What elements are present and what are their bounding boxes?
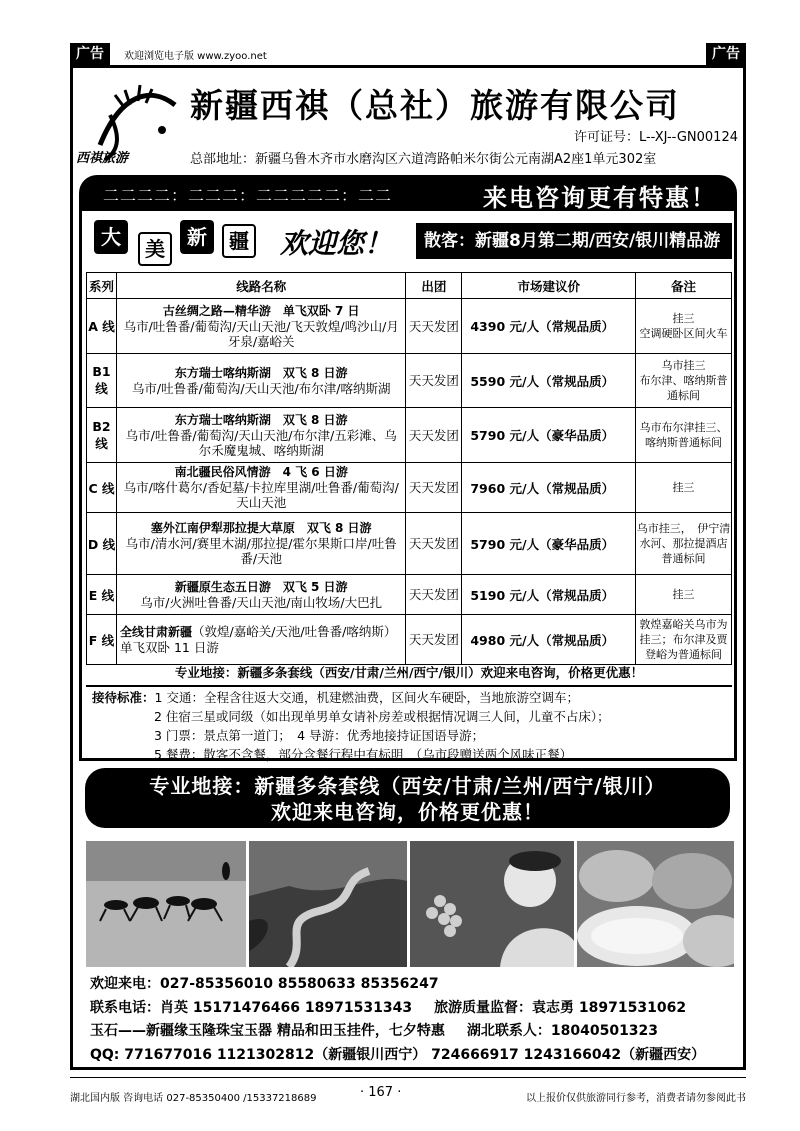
bottom-banner-line1: 专业地接：新疆多条套线（西安/甘肃/兰州/西宁/银川） <box>149 774 666 798</box>
photo-strip <box>86 841 734 967</box>
col-header-series: 系列 <box>87 273 117 299</box>
footer-disclaimer: 以上报价仅供旅游同行参考，消费者请勿参阅此书 <box>526 1093 746 1104</box>
note-cell: 挂三 空调硬卧区间火车 <box>636 299 732 354</box>
welcome-script: 欢迎您！ <box>280 227 393 260</box>
site-text[interactable]: 欢迎浏览电子版 www.zyoo.net <box>124 51 267 62</box>
col-header-depart: 出团 <box>406 273 462 299</box>
note-cell: 乌市挂三 布尔津、喀纳斯普通标间 <box>636 354 732 408</box>
route-detail: 乌市/清水河/赛里木湖/那拉提/霍尔果斯口岸/吐鲁番/天池 <box>125 536 397 566</box>
page-number: · 167 · <box>360 1085 402 1100</box>
hubei-contact[interactable]: 湖北联系人：18040501323 <box>466 1023 659 1039</box>
table-row <box>87 408 732 463</box>
title-tile-1: 大 <box>94 220 128 254</box>
route-detail: 乌市/火洲吐鲁番/天山天池/南山牧场/大巴扎 <box>140 594 383 610</box>
route-cell <box>116 463 405 513</box>
footer-divider <box>70 1077 746 1078</box>
standard-item: 5 餐费：散客不含餐，部分含餐行程中有标明 （乌市段赠送两个风味正餐） <box>154 747 573 762</box>
col-header-route: 线路名称 <box>116 273 405 299</box>
route-title: 全线甘肃新疆 <box>119 624 192 639</box>
route-cell <box>116 513 405 575</box>
table-row <box>87 513 732 575</box>
table-row <box>87 575 732 615</box>
contact-line-welcome[interactable]: 欢迎来电：027-85356010 85580633 85356247 <box>90 976 439 992</box>
standard-item: 1 交通：全程含往返大交通，机建燃油费，区间火车硬卧，当地旅游空调车； <box>154 690 579 705</box>
contact-info <box>90 973 705 1067</box>
route-table <box>86 272 732 665</box>
route-detail: 乌市/吐鲁番/葡萄沟/天山天池/飞天敦煌/鸣沙山/月牙泉/嘉峪关 <box>123 318 399 349</box>
note-cell: 敦煌嘉峪关乌市为挂三；布尔津及贾登峪为普通标间 <box>636 615 732 665</box>
series-cell: B2 线 <box>87 408 117 463</box>
depart-cell: 天天发团 <box>406 299 462 354</box>
standards-label: 接待标准： <box>92 690 155 705</box>
note-cell: 挂三 <box>636 575 732 615</box>
footer-edition: 湖北国内版 咨询电话 027-85350400 /15337218689 <box>70 1093 317 1104</box>
route-title: 古丝绸之路—精华游 单飞双卧 7 日 <box>162 303 360 318</box>
route-cell <box>116 575 405 615</box>
logo-caption: 西祺旅游 <box>76 151 129 166</box>
divider <box>86 685 732 687</box>
head-office-address: 总部地址：新疆乌鲁木齐市水磨沟区六道湾路帕米尔街公元南湖A2座1单元302室 <box>190 152 657 167</box>
canyon-river-photo <box>249 841 407 967</box>
standard-item: 2 住宿三星或同级（如出现单男单女请补房差或根据情况调三人间，儿童不占床）； <box>154 709 610 724</box>
route-detail: 乌市/吐鲁番/葡萄沟/天山天池/布尔津/喀纳斯湖 <box>131 380 391 396</box>
title-tile-2: 美 <box>138 232 172 266</box>
depart-cell: 天天发团 <box>406 463 462 513</box>
route-cell <box>116 354 405 408</box>
grape-harvest-photo <box>410 841 574 967</box>
bottom-banner <box>85 768 730 828</box>
top-banner-slogan: 来电咨询更有特惠！ <box>483 184 717 212</box>
route-title: 南北疆民俗风情游 4 飞 6 日游 <box>174 465 348 479</box>
depart-cell: 天天发团 <box>406 513 462 575</box>
price-cell: 5190 元/人（常规品质） <box>462 575 636 615</box>
note-cell: 乌市布尔津挂三、喀纳斯普通标间 <box>636 408 732 463</box>
title-tile-4: 疆 <box>222 224 256 258</box>
route-detail: （敦煌/嘉峪关/天池/吐鲁番/喀纳斯）单飞双卧 11 日游 <box>119 623 397 655</box>
route-cell <box>116 408 405 463</box>
price-cell: 5590 元/人（常规品质） <box>462 354 636 408</box>
price-cell: 4980 元/人（常规品质） <box>462 615 636 665</box>
route-cell <box>116 615 405 665</box>
hami-melon-photo <box>577 841 734 967</box>
contact-line-phone[interactable]: 联系电话：肖英 15171476466 18971531343 <box>90 999 413 1016</box>
route-detail: 乌市/吐鲁番/葡萄沟/天山天池/布尔津/五彩滩、乌尔禾魔鬼城、喀纳斯湖 <box>125 427 397 458</box>
tour-title-banner: 散客：新疆8月第二期/西安/银川精品游 <box>416 223 732 259</box>
top-banner-left-text: 二二二二：二二二：二二二二二：二二 <box>103 186 393 205</box>
price-cell: 4390 元/人（常规品质） <box>462 299 636 354</box>
col-header-note: 备注 <box>636 273 732 299</box>
price-cell: 7960 元/人（常规品质） <box>462 463 636 513</box>
series-cell: C 线 <box>87 463 117 513</box>
local-service-line: 专业地接：新疆多条套线（西安/甘肃/兰州/西宁/银川）欢迎来电咨询，价格更优惠！ <box>174 665 644 680</box>
depart-cell: 天天发团 <box>406 575 462 615</box>
route-title: 新疆原生态五日游 双飞 5 日游 <box>174 579 348 594</box>
depart-cell: 天天发团 <box>406 408 462 463</box>
table-row <box>87 463 732 513</box>
note-cell: 乌市挂三， 伊宁清水河、那拉提酒店普通标间 <box>636 513 732 575</box>
col-header-price: 市场建议价 <box>462 273 636 299</box>
depart-cell: 天天发团 <box>406 615 462 665</box>
ad-label-left: 广告 <box>70 43 110 65</box>
table-row <box>87 354 732 408</box>
company-name: 新疆西祺（总社）旅游有限公司 <box>190 86 680 125</box>
top-bar <box>70 43 746 65</box>
route-cell <box>116 299 405 354</box>
route-detail: 乌市/喀什葛尔/香妃墓/卡拉库里湖/吐鲁番/葡萄沟/天山天池 <box>123 480 399 510</box>
route-title: 东方瑞士喀纳斯湖 双飞 8 日游 <box>174 365 348 380</box>
table-row <box>87 299 732 354</box>
table-header-row <box>87 273 732 299</box>
standard-item: 3 门票：景点第一道门； 4 导游：优秀地接持证国语导游； <box>154 728 485 743</box>
license-number: 许可证号：L--XJ--GN00124 <box>573 130 738 145</box>
series-cell: A 线 <box>87 299 117 354</box>
qq-contacts[interactable]: QQ: 771677016 1121302812（新疆银川西宁） 724666917 1243166042（新疆西安） <box>90 1046 706 1063</box>
note-cell: 挂三 <box>636 463 732 513</box>
ad-label-right: 广告 <box>706 43 746 65</box>
table-row <box>87 615 732 665</box>
series-cell: E 线 <box>87 575 117 615</box>
series-cell: F 线 <box>87 615 117 665</box>
horses-photo <box>86 841 246 967</box>
quality-supervisor[interactable]: 旅游质量监督：袁志勇 18971531062 <box>434 999 687 1016</box>
price-cell: 5790 元/人（豪华品质） <box>462 513 636 575</box>
reception-standards <box>92 688 610 764</box>
bottom-banner-line2: 欢迎来电咨询，价格更优惠！ <box>271 800 544 824</box>
title-tile-3: 新 <box>180 220 214 254</box>
page-footer <box>70 1085 746 1107</box>
top-banner <box>79 175 737 211</box>
price-cell: 5790 元/人（豪华品质） <box>462 408 636 463</box>
jade-promo: 玉石——新疆缘玉隆珠宝玉器 精品和田玉挂件，七夕特惠 <box>90 1023 445 1039</box>
series-cell: D 线 <box>87 513 117 575</box>
route-title: 塞外江南伊犁那拉提大草原 双飞 8 日游 <box>150 521 372 535</box>
route-title: 东方瑞士喀纳斯湖 双飞 8 日游 <box>174 412 348 427</box>
series-cell: B1 线 <box>87 354 117 408</box>
depart-cell: 天天发团 <box>406 354 462 408</box>
